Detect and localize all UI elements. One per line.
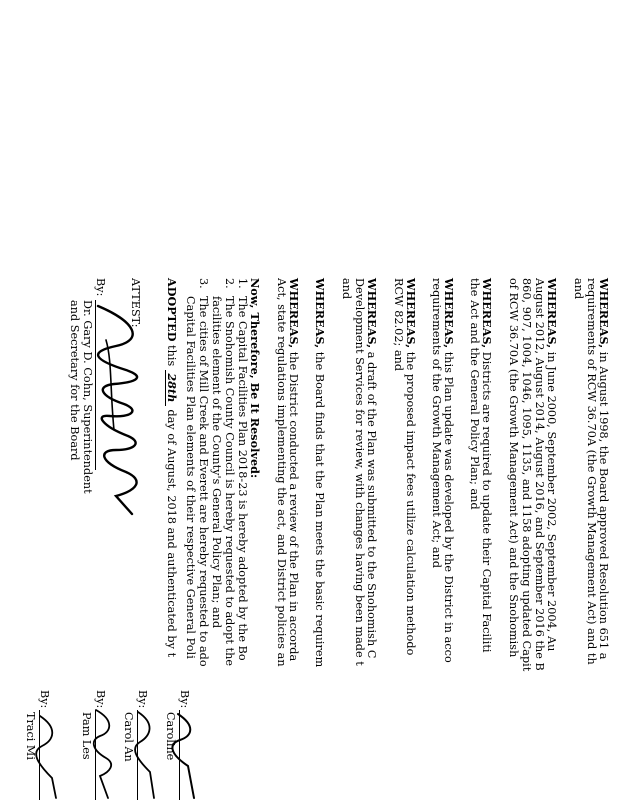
text-line: WHEREAS, in August 1998, the Board approved Resolution 651 a <box>597 278 611 660</box>
board-signer-name: Pam Les <box>80 712 93 760</box>
resolved-item-text: Capital Facilities Plan elements of their respective General Poli <box>184 296 197 659</box>
text-line: WHEREAS, the Board finds that the Plan meets the basic requirem <box>313 278 327 668</box>
text-line: 860, 907, 1004, 1046, 1095, 1135, and 1158 adopting updated Capit <box>520 278 533 672</box>
board-signer-name: Caroline <box>164 712 177 761</box>
resolved-item-text: The Snohomish County Council is hereby requested to adopt the <box>223 296 236 667</box>
resolved-item-text: The Capital Facilities Plan 2018-23 is hereby adopted by the Bo <box>236 296 249 661</box>
text-line: WHEREAS, a draft of the Plan was submitted to the Snohomish C <box>365 278 379 659</box>
board-signer-name: Carol An <box>122 712 135 762</box>
board-signer-name: Traci Mi <box>24 712 37 760</box>
text-line: WHEREAS, the District conducted a review of the Plan in accorda <box>287 278 301 662</box>
text-line: WHEREAS, Districts are required to update their Capital Faciliti <box>480 278 494 653</box>
board-handwritten-signatures <box>20 706 200 800</box>
attest-label: ATTEST: <box>129 278 142 328</box>
board-signer-by: By: <box>38 690 51 709</box>
text-line: the Act and the General Policy Plan; and <box>468 278 481 510</box>
board-signer-by: By: <box>136 690 149 709</box>
text-line: requirements of RCW 36.70A (the Growth Management Act) and th <box>585 278 598 665</box>
text-line: WHEREAS, in June 2000, September 2002, September 2004, Au <box>545 278 559 652</box>
text-line: WHEREAS, this Plan update was developed by the District in acco <box>442 278 456 663</box>
resolved-heading: Now, Therefore, Be It Resolved: <box>248 278 262 479</box>
text-line: Act, state regulations implementing the act, and District policies an <box>275 278 288 667</box>
resolved-item-number: 1. <box>236 278 249 289</box>
attest-title: and Secretary for the Board <box>68 300 81 461</box>
text-line: and <box>572 278 585 300</box>
text-line: Development Services for review, with changes having been made t <box>353 278 366 666</box>
board-signer-by: By: <box>178 690 191 709</box>
resolved-item-number: 3. <box>197 278 210 289</box>
attest-handwritten-signature <box>82 300 156 520</box>
adopted-line: ADOPTED this 28th day of August, 2018 and authenticated by t <box>165 278 179 658</box>
resolved-item-text: facilities element of the County's General Policy Plan; and <box>210 296 223 629</box>
text-line: August 2012, August 2014, August 2016, and September 2016 the B <box>533 278 546 671</box>
text-line: WHEREAS, the proposed impact fees utilize calculation methodo <box>404 278 418 656</box>
resolved-item-number: 2. <box>223 278 236 289</box>
adopted-day: 28th <box>165 370 178 406</box>
text-line: requirements of the Growth Management Act; and <box>430 278 443 569</box>
attest-by-label: By: <box>94 278 107 297</box>
text-line: RCW 82.02; and <box>392 278 405 372</box>
text-line: and <box>340 278 353 300</box>
board-signer-by: By: <box>94 690 107 709</box>
text-line: of RCW 36.70A (the Growth Management Act) and the Snohomish <box>507 278 520 658</box>
resolved-item-text: The cities of Mill Creek and Everett are hereby requested to ado <box>197 296 210 667</box>
attest-name: Dr. Gary D. Cohn, Superintendent <box>81 300 94 494</box>
